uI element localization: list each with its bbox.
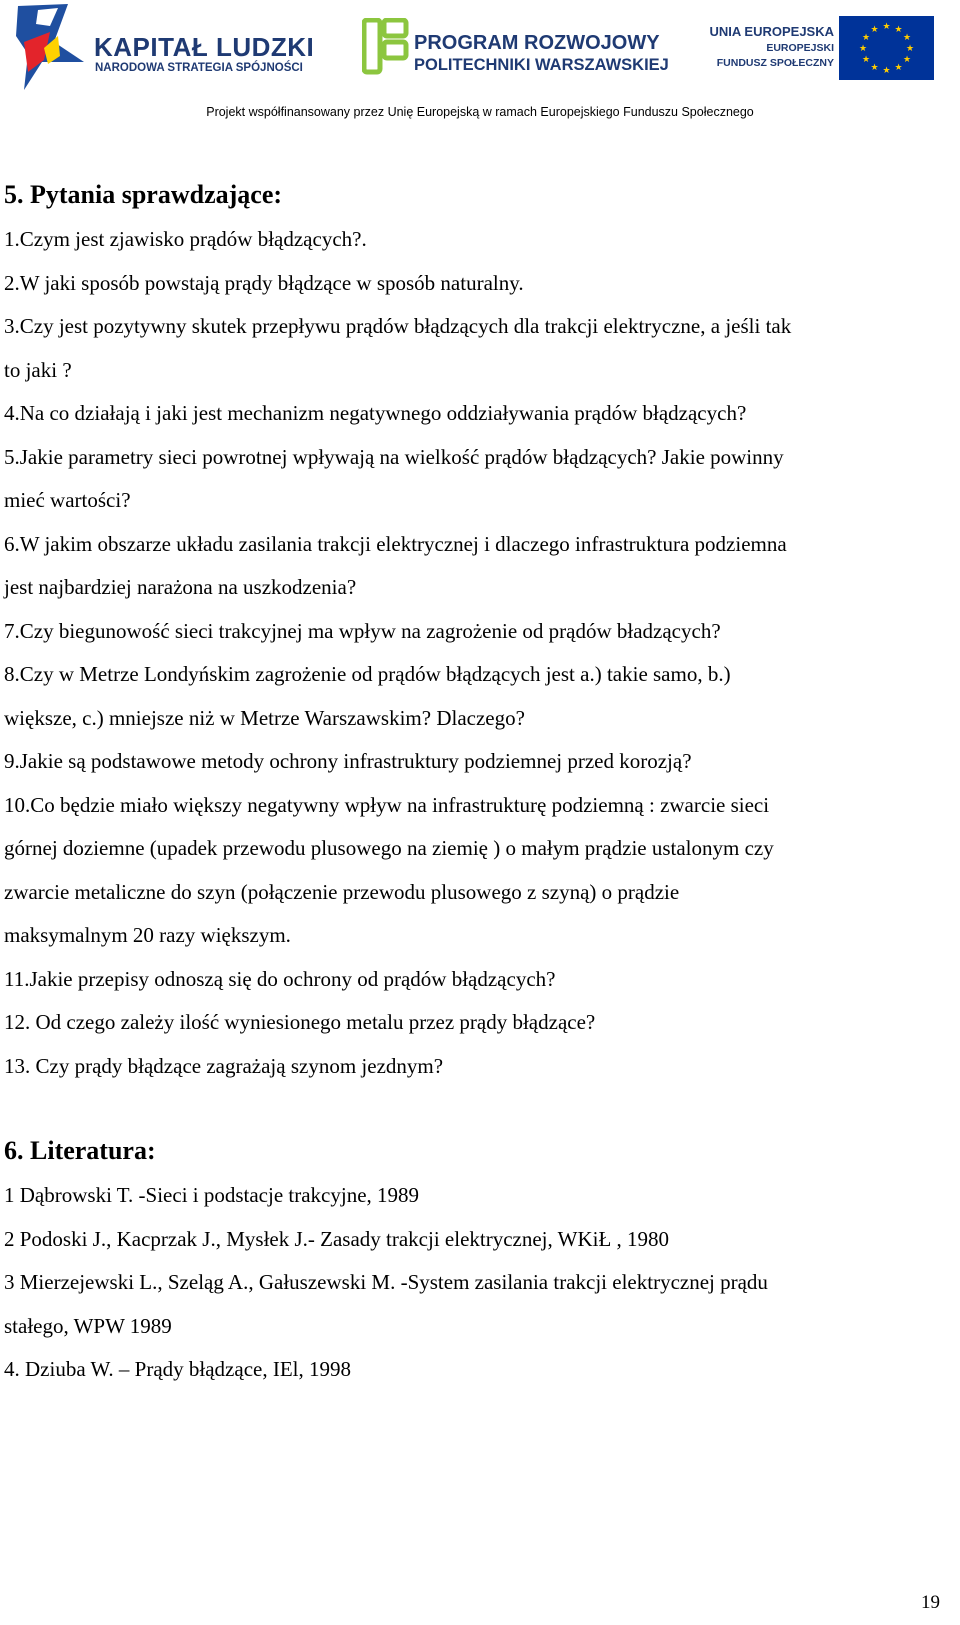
svg-text:★: ★ [882, 66, 891, 76]
literature-list [4, 1174, 954, 1392]
question-line: 12. Od czego zależy ilość wyniesionego metalu przez prądy błądzące? [4, 1010, 596, 1034]
page-number: 19 [921, 1592, 940, 1613]
svg-text:★: ★ [870, 63, 879, 73]
logo-right-line2: EUROPEJSKI [766, 42, 834, 54]
unia-europejska-logo [702, 16, 942, 86]
section5-heading: 5. Pytania sprawdzające: [4, 180, 283, 209]
question-line: górnej doziemne (upadek przewodu plusowego na ziemię ) o małym prądzie ustalonym czy [4, 836, 774, 860]
question-line: 6.W jakim obszarze układu zasilania trakcji elektrycznej i dlaczego infrastruktura podziemna [4, 531, 787, 556]
document-body [4, 172, 954, 1392]
question-line: 1.Czym jest zjawisko prądów błądzących?. [4, 227, 367, 251]
svg-text:★: ★ [861, 55, 871, 65]
literature-line: 4. Dziuba W. – Prądy błądzące, IEl, 1998 [4, 1357, 351, 1381]
svg-text:★: ★ [870, 25, 879, 35]
svg-text:★: ★ [902, 33, 912, 43]
question-line: maksymalnym 20 razy większym. [4, 923, 291, 947]
question-line: 3.Czy jest pozytywny skutek przepływu prądów błądzących dla trakcji elektryczne, a jeśli tak [4, 314, 792, 338]
logo-right-line1: UNIA EUROPEJSKA [709, 24, 834, 39]
svg-text:★: ★ [894, 63, 903, 73]
question-line: zwarcie metaliczne do szyn (połączenie przewodu plusowego z szyną) o prądzie [4, 879, 680, 904]
literature-line: 3 Mierzejewski L., Szeląg A., Gałuszewski M. -System zasilania trakcji elektrycznej prądu [4, 1270, 768, 1294]
page-header [0, 0, 960, 130]
svg-text:★: ★ [858, 44, 868, 54]
questions-list [4, 218, 954, 1088]
literature-line: stałego, WPW 1989 [4, 1313, 172, 1338]
logo-left-line2: NARODOWA STRATEGIA SPÓJNOŚCI [95, 62, 303, 74]
kapital-ludzki-logo [14, 2, 314, 98]
question-line: większe, c.) mniejsze niż w Metrze Warszawskim? Dlaczego? [4, 705, 525, 730]
program-rozwojowy-logo [362, 18, 669, 88]
program-rozwojowy-mark-icon [362, 18, 410, 78]
logo-left-line1: KAPITAŁ LUDZKI [94, 32, 315, 62]
question-line: 7.Czy biegunowość sieci trakcyjnej ma wpływ na zagrożenie od prądów bładzących? [4, 618, 721, 643]
eu-flag-icon [839, 16, 934, 80]
question-line: 2.W jaki sposób powstają prądy błądzące w sposób naturalny. [4, 270, 524, 295]
logo-center-line2: POLITECHNIKI WARSZAWSKIEJ [414, 56, 669, 74]
svg-text:★: ★ [894, 25, 903, 35]
kapital-ludzki-star-icon [14, 2, 90, 94]
question-line: 11.Jakie przepisy odnoszą się do ochrony od prądów błądzących? [4, 966, 556, 991]
svg-text:★: ★ [905, 44, 915, 54]
question-line: 8.Czy w Metrze Londyńskim zagrożenie od prądów błądzących jest a.) takie samo, b.) [4, 662, 731, 686]
logo-center-line1: PROGRAM ROZWOJOWY [414, 32, 660, 54]
literature-line: 1 Dąbrowski T. -Sieci i podstacje trakcyjne, 1989 [4, 1183, 420, 1207]
svg-text:★: ★ [861, 33, 871, 43]
logo-right-line3: FUNDUSZ SPOŁECZNY [716, 57, 834, 69]
question-line: mieć wartości? [4, 488, 131, 512]
question-line: jest najbardziej narażona na uszkodzenia? [4, 575, 357, 599]
cofinancing-note: Projekt współfinansowany przez Unię Europejską w ramach Europejskiego Funduszu Społecznego [206, 105, 754, 119]
section6-heading: 6. Literatura: [4, 1136, 156, 1165]
question-line: 4.Na co działają i jaki jest mechanizm negatywnego oddziaływania prądów błądzących? [4, 401, 747, 425]
literature-line: 2 Podoski J., Kacprzak J., Mysłek J.- Zasady trakcji elektrycznej, WKiŁ , 1980 [4, 1226, 670, 1251]
question-line: 13. Czy prądy błądzące zagrażają szynom jezdnym? [4, 1053, 444, 1078]
svg-text:★: ★ [902, 55, 912, 65]
question-line: to jaki ? [4, 357, 72, 382]
question-line: 5.Jakie parametry sieci powrotnej wpływają na wielkość prądów błądzących? Jakie powinny [4, 444, 784, 469]
question-line: 10.Co będzie miało większy negatywny wpływ na infrastrukturę podziemną : zwarcie sieci [4, 792, 770, 817]
section-spacer [4, 1088, 954, 1128]
question-line: 9.Jakie są podstawowe metody ochrony infrastruktury podziemnej przed korozją? [4, 749, 692, 773]
svg-text:★: ★ [882, 22, 891, 32]
